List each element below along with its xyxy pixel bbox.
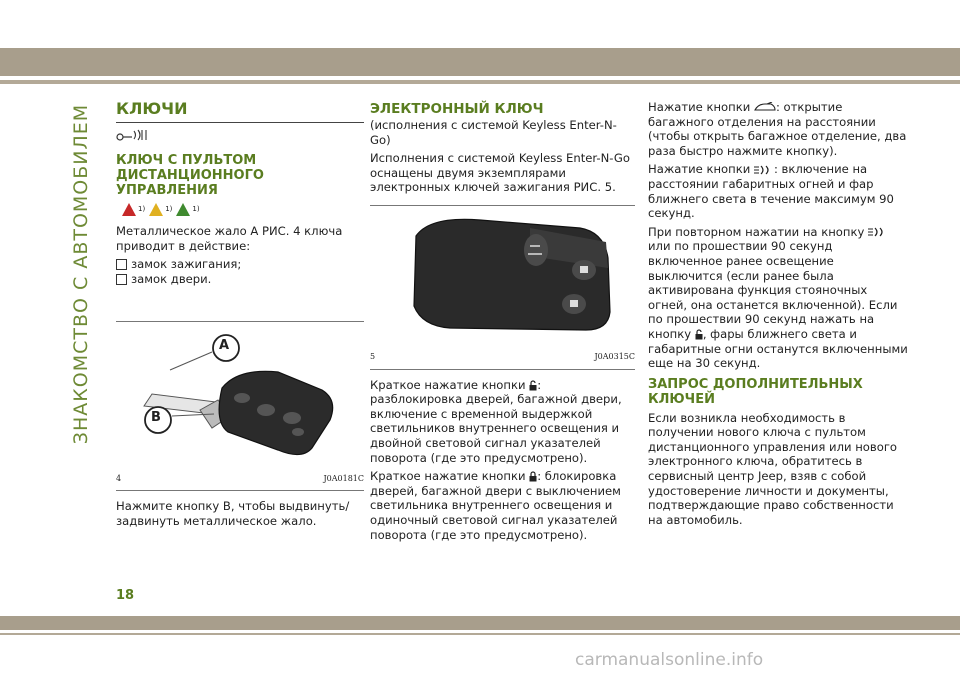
section-heading-extra-keys: ЗАПРОС ДОПОЛНИТЕЛЬНЫХ КЛЮЧЕЙ <box>648 376 863 407</box>
lights-paragraph: Нажатие кнопки : включение на расстоянии габаритных огней и фар ближнего света в течение максимум 90 секунд. <box>648 162 894 221</box>
flip-key-illustration <box>116 322 364 468</box>
list-item: замок двери. <box>116 272 364 287</box>
warning-symbols <box>122 202 364 217</box>
body-text: Исполнения с системой Keyless Enter-N-Go оснащены двумя экземплярами электронных ключей зажигания РИС. 5. <box>370 151 630 195</box>
heading-rule <box>116 122 364 123</box>
warning-item: 1) <box>176 202 199 217</box>
electronic-key-illustration <box>370 206 635 346</box>
watermark: carmanualsonline.info <box>575 650 764 670</box>
subheading-remote-key: КЛЮЧ С ПУЛЬТОМ ДИСТАНЦИОННОГО УПРАВЛЕНИЯ <box>116 152 264 198</box>
body-text: Металлическое жало А РИС. 4 ключа приводит в действие: <box>116 224 343 253</box>
figure-4 <box>116 322 364 468</box>
repeat-press-paragraph: При повторном нажатии на кнопку или по прошествии 90 секунд включенное ранее освещение выключится (если ранее была активирована функция стояночных огней, она останется включенной). Если по прошествии 90 секунд нажать на кнопку , фары ближнего света и габаритные огни останутся включенными еще на 30 секунд. <box>648 224 908 371</box>
yellow-warning-icon <box>149 203 163 216</box>
body-text: Нажмите кнопку B, чтобы выдвинуть/ задвинуть металлическое жало. <box>116 499 350 528</box>
trunk-open-icon <box>754 102 776 113</box>
figure-caption <box>116 472 364 487</box>
column-functions <box>648 100 908 531</box>
list-item: замок зажигания; <box>116 257 364 272</box>
figure-number: 5 <box>370 351 376 361</box>
headlight-icon <box>868 227 888 237</box>
red-warning-icon <box>122 203 136 216</box>
column-electronic-key <box>370 100 635 546</box>
figure-number: 4 <box>116 473 122 483</box>
trunk-paragraph: Нажатие кнопки : открытие багажного отделения на расстоянии (чтобы открыть багажное отделение, два раза быстро нажмите кнопку). <box>648 100 907 158</box>
figure-caption <box>370 350 635 365</box>
column-keys <box>116 100 364 532</box>
body-text: (исполнения с системой Keyless Enter-N-Go) <box>370 118 617 147</box>
header-band <box>0 48 960 76</box>
callout-label-a: A <box>219 337 230 353</box>
side-title-text: ЗНАКОМСТВО С АВТОМОБИЛЕМ <box>70 103 93 445</box>
green-warning-icon <box>176 203 190 216</box>
headlight-icon <box>754 165 774 175</box>
figure-code: J0A0315C <box>594 351 635 361</box>
figure-5 <box>370 206 635 346</box>
side-section-title <box>66 98 96 450</box>
figure-code: J0A0181C <box>323 473 364 483</box>
unlock-icon <box>529 380 537 391</box>
checkbox-bullet-icon <box>116 259 127 270</box>
page-number: 18 <box>116 588 135 603</box>
callout-label-b: B <box>151 409 161 425</box>
header-line <box>0 80 960 84</box>
figure-bottom-rule <box>116 490 364 491</box>
warning-item: 1) <box>122 202 145 217</box>
unlock-icon <box>695 329 703 340</box>
footer-band <box>0 616 960 630</box>
warning-item: 1) <box>149 202 172 217</box>
lock-icon <box>529 471 537 482</box>
checkbox-bullet-icon <box>116 274 127 285</box>
footer-line <box>0 633 960 635</box>
figure-bottom-rule <box>370 369 635 370</box>
key-symbol-icon <box>116 129 364 145</box>
body-text: Если возникла необходимость в получении нового ключа с пультом дистанционного управления или нового электронного ключа, обратитесь в сервисный центр Jeep, взяв с собой удостоверение личности и документы, подтверждающие право собственности на автомобиль. <box>648 410 898 527</box>
unlock-paragraph: Краткое нажатие кнопки : разблокировка дверей, багажной двери, включение с временной выдержкой светильников внутреннего освещения и двойной световой сигнал указателей поворота (где это предусмотрено). <box>370 377 622 465</box>
bullet-list <box>116 257 364 286</box>
section-heading-electronic-key: ЭЛЕКТРОННЫЙ КЛЮЧ <box>370 101 544 117</box>
lock-paragraph: Краткое нажатие кнопки : блокировка дверей, багажной двери с выключением светильника внутреннего освещения и одиночный световой сигнал указателей поворота (где это предусмотрено). <box>370 469 621 542</box>
section-heading-keys: КЛЮЧИ <box>116 99 188 118</box>
